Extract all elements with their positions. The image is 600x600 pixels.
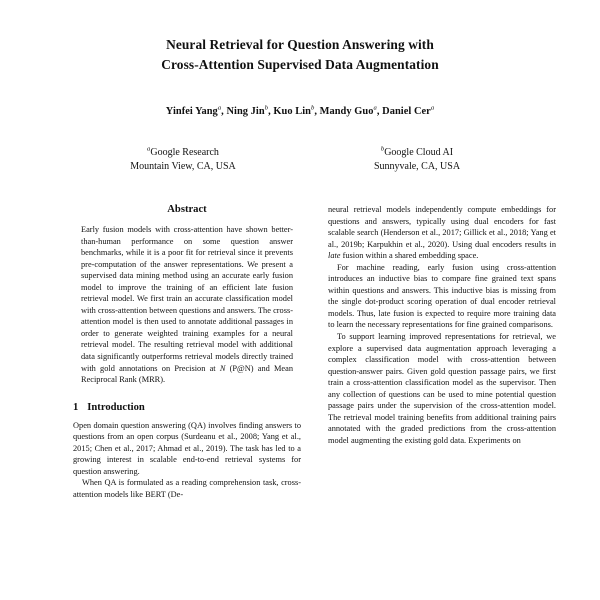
author-separator: , — [221, 106, 227, 117]
affiliation-location: Mountain View, CA, USA — [130, 160, 236, 172]
author-separator: , — [268, 106, 274, 117]
abstract-italic-n: N — [219, 363, 226, 373]
affiliation-list — [0, 146, 600, 173]
right-paragraph-2: For machine reading, early fusion using cross-attention introduces an inductive bias to compare fine grained text spans within questions and answers. This inductive bias is missing from the single dot-product scoring operation of dual encoder retrieval models. Thus, late fusion is expected to require more training data to learn the necessary representations for fine grained comparisons. — [328, 262, 556, 330]
author-entry — [166, 106, 221, 117]
abstract-text-part1: Early fusion models with cross-attention have shown better-than-human performance on some question answer benchmarks, while it is a poor fit for retrieval since it prevents pre-computation of the answer representations. We present a supervised data mining method using an accurate early fusion model to improve the training of an efficient late fusion retrieval model. We first train an accurate classification model with cross-attention between questions and answers. The cross-attention model is then used to annotate additional passages in order to generate weighted training examples for a neural retrieval model. The resulting retrieval model with additional data significantly outperforms retrieval models directly trained with gold annotations on Precision at — [81, 225, 293, 373]
affiliation-location: Sunnyvale, CA, USA — [373, 160, 461, 172]
author-entry — [273, 106, 314, 117]
title-block — [0, 0, 600, 173]
body-columns — [0, 204, 600, 500]
author-entry — [226, 106, 268, 117]
right-para1-part2: fusion within a shared embedding space. — [340, 251, 479, 261]
author-name: Yinfei Yang — [165, 106, 218, 117]
page-title — [90, 35, 510, 74]
affiliation-org: Google Research — [150, 147, 219, 158]
affiliation-a — [103, 146, 263, 173]
author-entry — [320, 106, 377, 117]
author-separator: , — [314, 106, 320, 117]
introduction-section — [73, 402, 301, 501]
author-name: Ning Jin — [226, 106, 265, 117]
author-list — [0, 106, 600, 117]
abstract-text-part2: (P@N) and Mean Reciprocal Rank (MRR). — [81, 363, 293, 385]
affiliation-b — [337, 146, 497, 173]
author-name: Daniel Cer — [382, 106, 431, 117]
author-affiliation-mark: b — [264, 104, 269, 112]
affiliation-org: Google Cloud AI — [384, 147, 454, 158]
affiliation-org-line — [103, 146, 263, 160]
author-entry — [382, 106, 434, 117]
abstract-section — [81, 204, 293, 386]
author-separator: , — [376, 106, 383, 117]
section-title: Introduction — [87, 401, 145, 413]
author-affiliation-mark: b — [310, 104, 315, 112]
author-name: Kuo Lin — [273, 106, 311, 117]
right-paragraph-1 — [328, 204, 556, 262]
intro-paragraph-1: Open domain question answering (QA) involves finding answers to questions from an open corpus (Surdeanu et al., 2008; Yang et al., 2015; Chen et al., 2017; Ahmad et al., 2019). The task has led to a growing interest in scalable end-to-end retrieval systems for question answering. — [73, 420, 301, 476]
right-para1-italic-late: late — [328, 251, 341, 261]
column-left — [68, 204, 306, 500]
affiliation-mark: b — [380, 145, 385, 153]
affiliation-org-line — [337, 146, 497, 160]
right-paragraph-3: To support learning improved representations for retrieval, we explore a supervised data augmentation approach leveraging a complex classification model with cross-attention between question-answer pairs. Given gold question passage pairs, we first train a cross-attention classification model as the supervisor. Then any collection of questions can be used to mine potential question passage pairs under the supervision of the cross-attention model. The retrieval model training benefits from additional training pairs annotated with the graded predictions from the cross-attention model augmenting the existing gold data. Experiments on — [328, 332, 556, 445]
title-line-2: Cross-Attention Supervised Data Augmentation — [161, 56, 439, 72]
section-number: 1 — [73, 401, 79, 413]
right-para1-part1: neural retrieval models independently compute embeddings for questions and answers, typically using dual encoders for fast scalable search (Henderson et al., 2017; Gillick et al., 2018; Yang et al., 2019b; Karpukhin et al., 2020). Using dual encoders results in — [328, 205, 556, 249]
author-affiliation-mark: a — [217, 104, 222, 112]
column-right — [328, 204, 556, 500]
author-affiliation-mark: a — [430, 104, 435, 112]
abstract-text — [81, 224, 293, 386]
author-affiliation-mark: a — [373, 104, 377, 112]
title-line-1: Neural Retrieval for Question Answering with — [166, 37, 434, 52]
author-name: Mandy Guo — [319, 106, 374, 117]
section-heading-introduction — [73, 402, 301, 413]
abstract-heading: Abstract — [167, 204, 207, 215]
intro-paragraph-2: When QA is formulated as a reading comprehension task, cross-attention models like BERT (De- — [73, 478, 301, 499]
affiliation-mark: a — [147, 145, 151, 153]
